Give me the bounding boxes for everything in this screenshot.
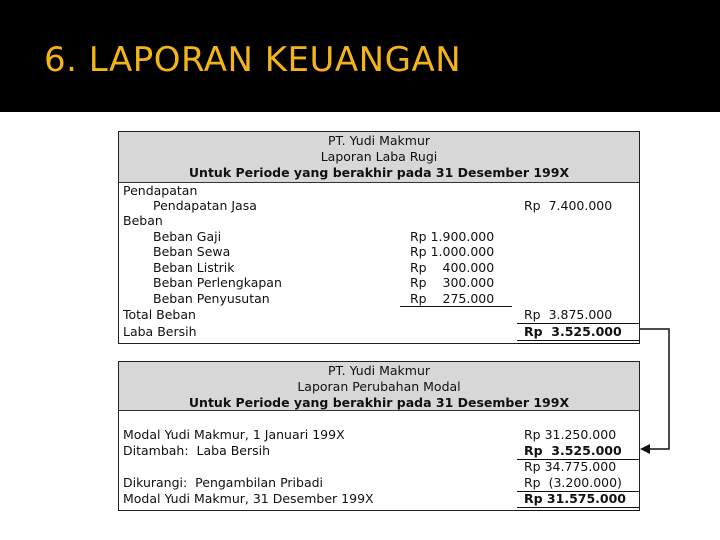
link-arrow-icon [636, 320, 676, 460]
es-row [119, 443, 639, 459]
double-underline-bottom [517, 343, 639, 344]
row-amount: Rp 31.250.000 [524, 427, 617, 442]
is-row [119, 324, 639, 340]
row-amount: Rp 7.400.000 [524, 198, 613, 213]
income-statement-header [119, 132, 639, 183]
row-label: Ditambah: Laba Bersih [123, 443, 271, 458]
row-label: Beban Perlengkapan [153, 275, 282, 290]
es-row [119, 491, 639, 507]
row-label: Beban Sewa [153, 244, 231, 259]
row-label: Modal Yudi Makmur, 1 Januari 199X [123, 427, 345, 442]
row-amount: Rp 3.525.000 [524, 324, 622, 339]
is-row [119, 244, 639, 260]
is-row [119, 183, 639, 199]
report-period: Untuk Periode yang berakhir pada 31 Desember 199X [188, 395, 570, 410]
report-name: Laporan Perubahan Modal [297, 379, 461, 394]
row-label: Dikurangi: Pengambilan Pribadi [123, 475, 324, 490]
row-label: Beban [123, 213, 163, 228]
row-subamount: Rp 1.900.000 [410, 229, 495, 244]
is-row [119, 275, 639, 291]
row-label: Pendapatan [123, 183, 198, 198]
row-subamount: Rp 400.000 [410, 260, 495, 275]
slide-header [0, 0, 720, 112]
income-statement [118, 131, 640, 344]
row-label: Beban Gaji [153, 229, 222, 244]
double-underline-top [517, 340, 639, 341]
es-row [119, 475, 639, 491]
row-subamount: Rp 1.000.000 [410, 244, 495, 259]
row-amount: Rp 3.875.000 [524, 307, 613, 322]
row-label: Modal Yudi Makmur, 31 Desember 199X [123, 491, 374, 506]
row-amount: Rp 31.575.000 [524, 491, 627, 506]
row-amount: Rp 3.525.000 [524, 443, 622, 458]
row-label: Laba Bersih [123, 324, 197, 339]
row-subamount: Rp 275.000 [410, 291, 495, 306]
row-subamount: Rp 300.000 [410, 275, 495, 290]
row-amount: Rp 34.775.000 [524, 459, 617, 474]
double-underline-top [517, 507, 639, 508]
is-row [119, 213, 639, 229]
row-label: Beban Listrik [153, 260, 235, 275]
is-row [119, 307, 639, 323]
row-label: Beban Penyusutan [153, 291, 270, 306]
company-name: PT. Yudi Makmur [327, 133, 431, 148]
is-row [119, 198, 639, 214]
row-amount: Rp (3.200.000) [524, 475, 622, 490]
double-underline-bottom [517, 510, 639, 511]
slide-title: 6. LAPORAN KEUANGAN [44, 40, 462, 80]
row-label: Total Beban [123, 307, 196, 322]
es-row [119, 459, 639, 475]
is-row [119, 229, 639, 245]
equity-statement-header [119, 362, 639, 411]
report-name: Laporan Laba Rugi [320, 149, 438, 164]
row-label: Pendapatan Jasa [153, 198, 257, 213]
equity-statement [118, 361, 640, 511]
es-row [119, 427, 639, 443]
company-name: PT. Yudi Makmur [327, 363, 431, 378]
is-row [119, 260, 639, 276]
report-period: Untuk Periode yang berakhir pada 31 Desember 199X [188, 165, 570, 180]
is-row [119, 291, 639, 307]
